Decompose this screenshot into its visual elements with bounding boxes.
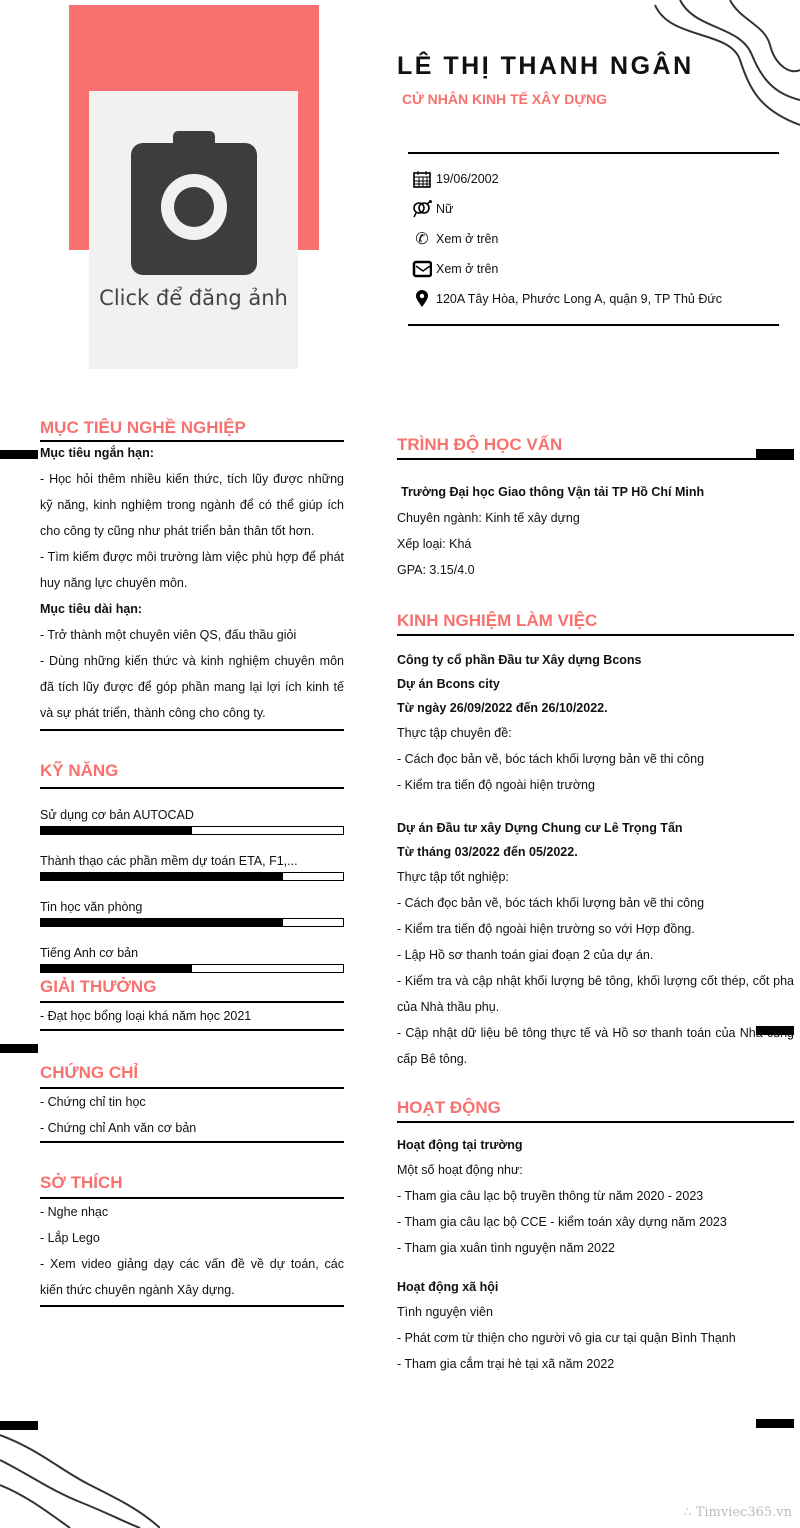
short-term-label: Mục tiêu ngắn hạn: <box>40 446 154 460</box>
skill-item <box>40 943 344 973</box>
skill-item <box>40 805 344 835</box>
location-icon <box>412 290 432 308</box>
activity-line: - Tham gia cắm trại hè tại xã năm 2022 <box>397 1357 615 1371</box>
hobbies-heading: SỞ THÍCH <box>40 1173 344 1199</box>
gender: Nữ <box>436 202 454 216</box>
hobby-item: - Xem video giảng dạy các vấn đề về dự toán, các kiến thức chuyên ngành Xây dựng. <box>40 1257 344 1297</box>
long-term-label: Mục tiêu dài hạn: <box>40 602 143 616</box>
phone: Xem ở trên <box>436 232 499 246</box>
email: Xem ở trên <box>436 262 499 276</box>
skill-level-bar <box>40 918 344 927</box>
skill-item <box>40 897 344 927</box>
dob: 19/06/2002 <box>436 172 499 186</box>
job-time: Từ tháng 03/2022 đến 05/2022. <box>397 845 578 859</box>
photo-label: Click để đăng ảnh <box>99 286 288 310</box>
skills-section <box>40 761 344 973</box>
job-line: - Cách đọc bản vẽ, bóc tách khối lượng bản vẽ thi công <box>397 896 705 910</box>
education-line: Chuyên ngành: Kinh tế xây dựng <box>397 511 580 525</box>
education-section <box>397 435 794 583</box>
gender-icon <box>412 200 432 218</box>
email-icon <box>412 260 432 278</box>
job-line: - Cập nhật dữ liệu bê tông thực tế và Hồ sơ thanh toán của Nhà cung cấp Bê tông. <box>397 1026 794 1066</box>
skill-level-fill <box>41 919 283 926</box>
objective-text: - Dùng những kiến thức và kinh nghiệm chuyên môn đã tích lũy được để góp phần mang lại lợi ích kinh tế và sự phát triển, thành công cho công ty. <box>40 654 344 720</box>
skill-level-bar <box>40 826 344 835</box>
awards-section <box>40 977 344 1031</box>
decorative-curves-bottom <box>0 1430 160 1528</box>
activities-heading: HOẠT ĐỘNG <box>397 1098 794 1123</box>
awards-heading: GIẢI THƯỞNG <box>40 977 344 1003</box>
watermark: ∴ Timviec365.vn <box>683 1505 792 1520</box>
job-line: - Kiểm tra tiến độ ngoài hiện trường so với Hợp đồng. <box>397 922 695 936</box>
objective-text: - Tìm kiếm được môi trường làm việc phù hợp để phát huy năng lực chuyên môn. <box>40 550 344 590</box>
activity-line: - Phát cơm từ thiện cho người vô gia cư tại quận Bình Thạnh <box>397 1331 736 1345</box>
skill-level-fill <box>41 965 192 972</box>
job-line: Thực tập chuyên đề: <box>397 726 512 740</box>
calendar-icon <box>412 170 432 188</box>
activity-line: Một số hoạt động như: <box>397 1163 523 1177</box>
objective-text: - Học hỏi thêm nhiều kiến thức, tích lũy được những kỹ năng, kinh nghiệm trong ngành để có thể giúp ích cho công ty cũng như phát triển bản thân tốt hơn. <box>40 472 344 538</box>
activity-line: - Tham gia xuân tình nguyện năm 2022 <box>397 1241 615 1255</box>
activities-section <box>397 1098 794 1377</box>
project-name: Dự án Bcons city <box>397 677 500 691</box>
objective-section <box>40 418 344 731</box>
skill-item <box>40 851 344 881</box>
project-name: Dự án Đầu tư xây Dựng Chung cư Lê Trọng Tấn <box>397 821 683 835</box>
experience-heading: KINH NGHIỆM LÀM VIỆC <box>397 611 794 636</box>
job-line: Thực tập tốt nghiệp: <box>397 870 509 884</box>
skill-level-bar <box>40 964 344 973</box>
objective-heading: MỤC TIÊU NGHỀ NGHIỆP <box>40 418 344 442</box>
activity-line: Tình nguyện viên <box>397 1305 493 1319</box>
candidate-title: CỬ NHÂN KINH TẾ XÂY DỰNG <box>402 91 607 107</box>
photo-upload[interactable] <box>89 91 298 369</box>
certificate-item: - Chứng chỉ Anh văn cơ bản <box>40 1121 197 1135</box>
job-item <box>397 816 794 1072</box>
job-line: - Kiểm tra và cập nhật khối lượng bê tông, khối lượng cốt thép, cốt pha của Nhà thầu phụ. <box>397 974 794 1014</box>
skill-name: Thành thạo các phần mềm dự toán ETA, F1,... <box>40 854 298 868</box>
skill-name: Tin học văn phòng <box>40 900 143 914</box>
left-column <box>40 418 344 1307</box>
activity-title: Hoạt động tại trường <box>397 1138 523 1152</box>
job-time: Từ ngày 26/09/2022 đến 26/10/2022. <box>397 701 608 715</box>
objective-text: - Trở thành một chuyên viên QS, đấu thầu giỏi <box>40 628 297 642</box>
camera-icon <box>131 131 257 277</box>
hobbies-section <box>40 1173 344 1307</box>
skills-heading: KỸ NĂNG <box>40 761 344 789</box>
job-line: - Lập Hồ sơ thanh toán giai đoạn 2 của dự án. <box>397 948 654 962</box>
activity-group <box>397 1275 794 1377</box>
education-line: GPA: 3.15/4.0 <box>397 563 475 577</box>
skill-level-bar <box>40 872 344 881</box>
candidate-name: LÊ THỊ THANH NGÂN <box>397 52 694 80</box>
activity-group <box>397 1133 794 1261</box>
activity-line: - Tham gia câu lạc bộ truyền thông từ năm 2020 - 2023 <box>397 1189 704 1203</box>
certificates-section <box>40 1063 344 1143</box>
award-item: - Đạt học bổng loại khá năm học 2021 <box>40 1003 344 1031</box>
skill-level-fill <box>41 827 192 834</box>
certificate-item: - Chứng chỉ tin học <box>40 1095 146 1109</box>
skill-name: Sử dụng cơ bản AUTOCAD <box>40 808 194 822</box>
school-name: Trường Đại học Giao thông Vận tải TP Hồ Chí Minh <box>401 485 705 499</box>
hobby-item: - Lắp Lego <box>40 1231 100 1245</box>
job-line: - Cách đọc bản vẽ, bóc tách khối lượng bản vẽ thi công <box>397 752 705 766</box>
education-line: Xếp loại: Khá <box>397 537 472 551</box>
contact-info <box>408 152 779 326</box>
activity-title: Hoạt động xã hội <box>397 1280 499 1294</box>
job-item <box>397 672 794 798</box>
activity-line: - Tham gia câu lạc bộ CCE - kiểm toán xây dựng năm 2023 <box>397 1215 727 1229</box>
phone-icon: ✆ <box>415 231 429 248</box>
right-column <box>397 435 794 1377</box>
address: 120A Tây Hòa, Phước Long A, quận 9, TP Thủ Đức <box>436 292 722 306</box>
company-name: Công ty cổ phần Đầu tư Xây dựng Bcons <box>397 653 642 667</box>
skill-name: Tiếng Anh cơ bản <box>40 946 139 960</box>
certificates-heading: CHỨNG CHỈ <box>40 1063 344 1089</box>
skill-level-fill <box>41 873 283 880</box>
education-heading: TRÌNH ĐỘ HỌC VẤN <box>397 435 794 460</box>
experience-section <box>397 611 794 1072</box>
hobby-item: - Nghe nhạc <box>40 1205 109 1219</box>
job-line: - Kiểm tra tiến độ ngoài hiện trường <box>397 778 595 792</box>
